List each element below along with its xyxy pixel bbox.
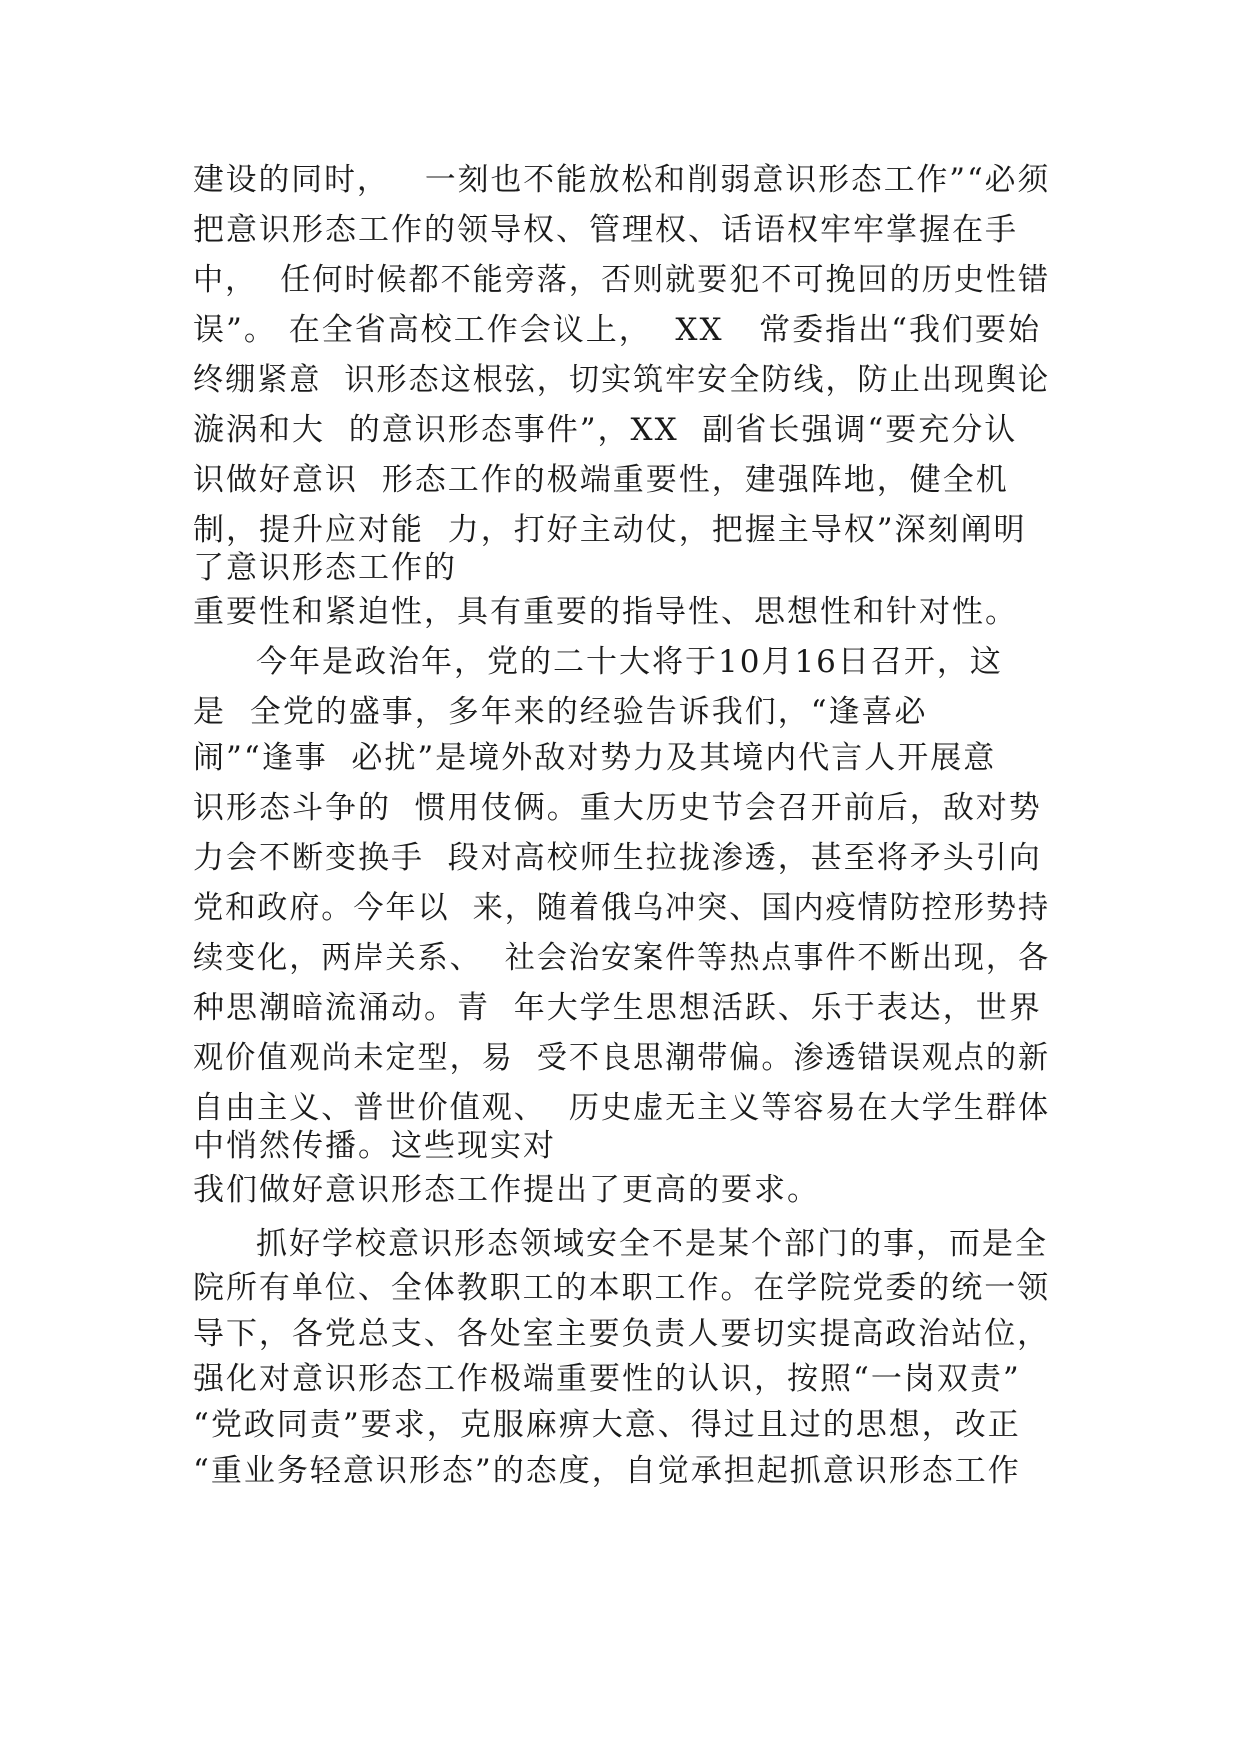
text-line: 抓好学校意识形态领域安全不是某个部门的事，而是全	[256, 1226, 1048, 1262]
text-line: 误”。 在全省高校工作会议上， XX 常委指出“我们要始	[193, 312, 1041, 348]
text-line: 了意识形态工作的	[193, 550, 457, 586]
text-line: 续变化，两岸关系、 社会治安案件等热点事件不断出现，各	[193, 940, 1051, 976]
text-line: 今年是政治年，党的二十大将于10月16日召开，这	[256, 644, 1003, 680]
text-line: “党政同责”要求，克服麻痹大意、得过且过的思想，改正	[193, 1407, 1021, 1443]
text-line: 中， 任何时候都不能旁落，否则就要犯不可挽回的历史性错	[193, 262, 1051, 298]
text-line: 院所有单位、全体教职工的本职工作。在学院党委的统一领	[193, 1270, 1051, 1306]
text-line: 建设的同时， 一刻也不能放松和削弱意识形态工作”“必须	[193, 162, 1051, 198]
text-line: 识做好意识 形态工作的极端重要性，建强阵地，健全机	[193, 462, 1009, 498]
text-line: “重业务轻意识形态”的态度，自觉承担起抓意识形态工作	[193, 1453, 1021, 1489]
text-line: 中悄然传播。这些现实对	[193, 1128, 556, 1164]
text-line: 把意识形态工作的领导权、管理权、话语权牢牢掌握在手	[193, 212, 1018, 248]
text-line: 观价值观尚未定型，易 受不良思潮带偏。渗透错误观点的新	[193, 1040, 1051, 1076]
text-line: 种思潮暗流涌动。青 年大学生思想活跃、乐于表达，世界	[193, 990, 1042, 1026]
text-line: 识形态斗争的 惯用伎俩。重大历史节会召开前后，敌对势	[193, 790, 1042, 826]
text-line: 力会不断变换手 段对高校师生拉拢渗透，甚至将矛头引向	[193, 840, 1042, 876]
text-line: 党和政府。今年以 来，随着俄乌冲突、国内疫情防控形势持	[193, 890, 1051, 926]
text-line: 强化对意识形态工作极端重要性的认识，按照“一岗双责”	[193, 1361, 1021, 1397]
text-line: 漩涡和大 的意识形态事件”，XX 副省长强调“要充分认	[193, 412, 1018, 448]
text-line: 终绷紧意 识形态这根弦，切实筑牢安全防线，防止出现舆论	[193, 362, 1051, 398]
text-line: 是 全党的盛事，多年来的经验告诉我们，“逢喜必	[193, 694, 928, 730]
text-line: 重要性和紧迫性，具有重要的指导性、思想性和针对性。	[193, 594, 1018, 630]
text-line: 制，提升应对能 力，打好主动仗，把握主导权”深刻阐明	[193, 512, 1027, 548]
text-line: 我们做好意识形态工作提出了更高的要求。	[193, 1172, 820, 1208]
text-line: 导下，各党总支、各处室主要负责人要切实提高政治站位，	[193, 1316, 1051, 1352]
text-line: 自由主义、普世价值观、 历史虚无主义等容易在大学生群体	[193, 1090, 1051, 1126]
text-line: 闹”“逢事 必扰”是境外敌对势力及其境内代言人开展意	[193, 740, 997, 776]
